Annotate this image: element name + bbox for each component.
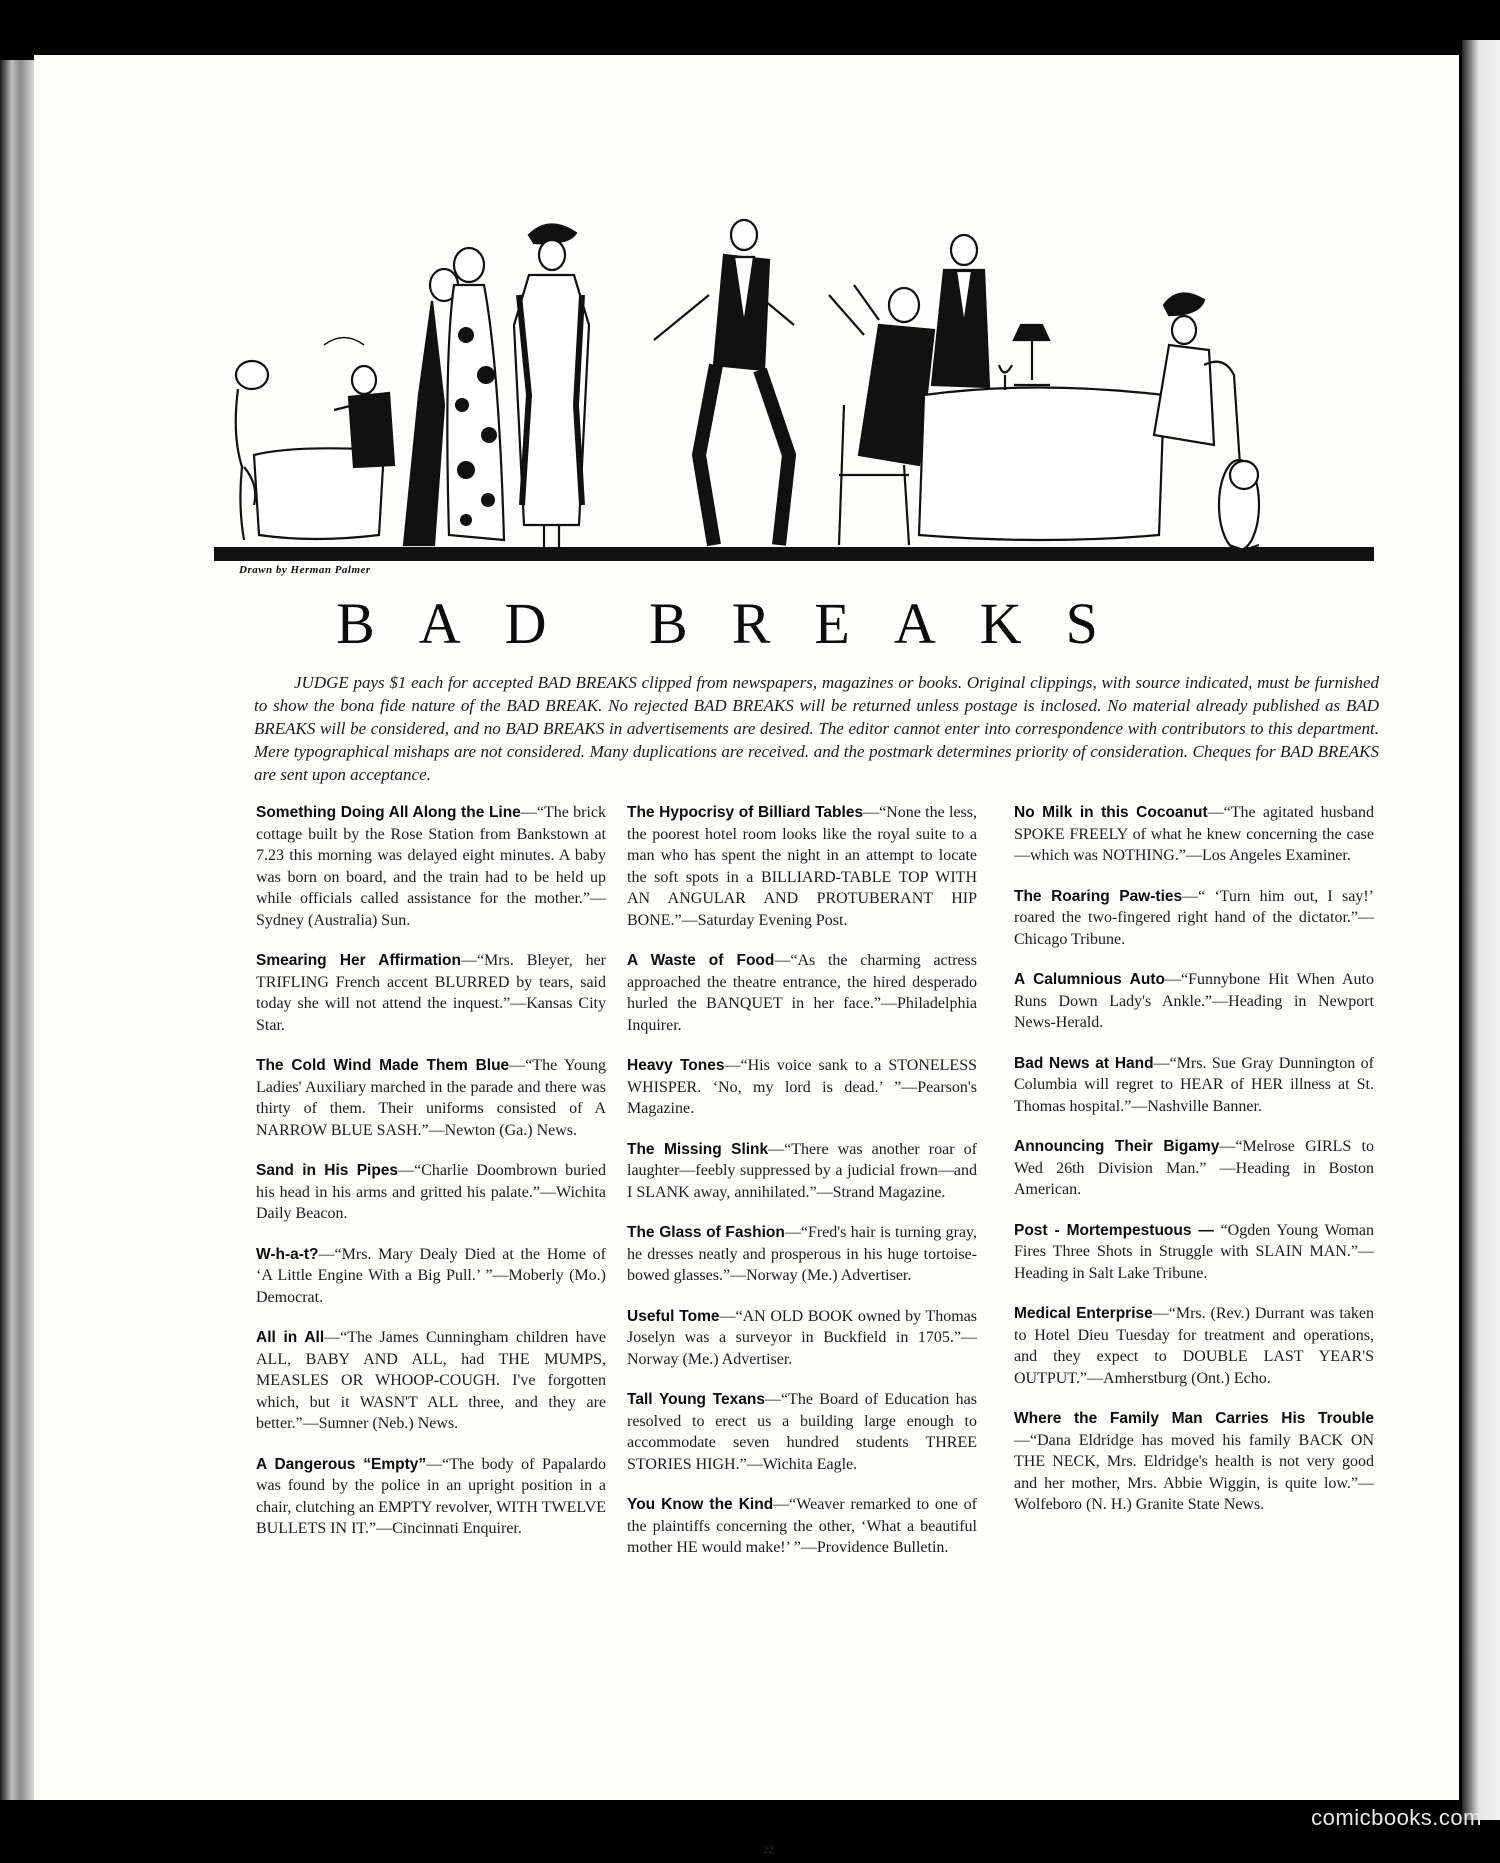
illustration-credit: Drawn by Herman Palmer (239, 564, 371, 576)
list-item (1014, 1053, 1374, 1118)
magazine-page (34, 55, 1459, 1800)
item-heading: Heavy Tones (627, 1057, 725, 1074)
item-heading: A Waste of Food (627, 952, 775, 969)
list-item (256, 950, 606, 1036)
page-title: BAD BREAKS (336, 591, 1142, 656)
item-heading: The Glass of Fashion (627, 1224, 785, 1241)
list-item (1014, 1136, 1374, 1201)
item-text: —“AN OLD BOOK owned by Thomas Joselyn was a surveyor in Buckfield in 1705.”—Norway (Me.) Advertiser. (627, 1307, 977, 1368)
list-item (627, 802, 977, 931)
list-item (627, 1055, 977, 1120)
item-heading: Announcing Their Bigamy (1014, 1138, 1220, 1155)
item-text: —“His voice sank to a STONELESS WHISPER. ‘No, my lord is dead.’ ”—Pearson's Magazine. (627, 1057, 977, 1117)
item-heading: Something Doing All Along the Line (256, 804, 521, 821)
list-item (627, 1139, 977, 1204)
item-heading: You Know the Kind (627, 1496, 774, 1513)
item-text: —“Mrs. Mary Dealy Died at the Home of ‘A Little Engine With a Big Pull.’ ”—Moberly (Mo.) Democrat. (256, 1245, 606, 1306)
item-text: —“Mrs. (Rev.) Durrant was taken to Hotel Dieu Tuesday for treatment and operations, and they expect to DOUBLE LAST YEAR'S OUTPUT.”—Amherstburg (Ont.) Echo. (1014, 1305, 1374, 1387)
column-3 (1014, 802, 1374, 1535)
item-heading: The Cold Wind Made Them Blue (256, 1057, 510, 1074)
restaurant-scene-illustration (204, 205, 1384, 565)
item-heading: No Milk in this Cocoanut (1014, 804, 1208, 821)
item-heading: Useful Tome (627, 1307, 720, 1325)
item-heading: All in All (256, 1329, 325, 1346)
item-heading: W-h-a-t? (256, 1245, 319, 1263)
list-item (256, 1244, 606, 1309)
item-text: —“The body of Papalardo was found by the police in an upright position in a chair, clutching an EMPTY revolver, WITH TWELVE BULLETS IN IT.”—Cincinnati Enquirer. (256, 1455, 606, 1537)
list-item (1014, 1303, 1374, 1389)
item-text: —“Fred's hair is turning gray, he dresses neatly and prosperous in his huge tortoise-bowed glasses.”—Norway (Me.) Advertiser. (627, 1224, 977, 1284)
list-item (627, 1494, 977, 1559)
column-2 (627, 802, 977, 1578)
item-text: —“Mrs. Bleyer, her TRIFLING French accent BLURRED by tears, said today she will not attend the inquest.”—Kansas City Star. (256, 952, 606, 1034)
item-text: —“There was another roar of laughter—feebly suppressed by a judicial frown—and I SLANK away, annihilated.”—Strand Magazine. (627, 1140, 977, 1201)
scan-binding-right (1462, 40, 1500, 1820)
watermark-logo: comicbooks.com (1311, 1805, 1482, 1830)
item-text: —“The brick cottage built by the Rose Station from Bankstown at 7.23 this morning was delayed eight minutes. A baby was born on board, and the train had to be held up while officials called assistance for the mother.”—Sydney (Australia) Sun. (256, 804, 606, 929)
intro-paragraph: JUDGE pays $1 each for accepted BAD BREAKS clipped from newspapers, magazines or books. Original clippings, with source indicated, must be furnished to show the bona fide nature of the BAD BREAK. No rejected BAD BREAKS will be returned unless postage is inclosed. No material already published as BAD BREAKS will be considered, and no BAD BREAKS in advertisements are desired. The editor cannot enter into correspondence with contributors to this department. Mere typographical mishaps are not considered. Many duplications are received. and the postmark determines priority of consideration. Cheques for BAD BREAKS are sent upon acceptance. (254, 673, 1379, 784)
item-text: —“As the charming actress approached the theatre entrance, the hired desperado hurled the BANQUET in her face.”—Philadelphia Inquirer. (627, 952, 977, 1034)
list-item (256, 1454, 606, 1540)
item-text: —“Dana Eldridge has moved his family BACK ON THE NECK, Mrs. Eldridge's health is not very good and her mother, Mrs. Abbie Wiggin, is quite low.”—Wolfeboro (N. H.) Granite State News. (1014, 1431, 1374, 1513)
list-item (256, 1055, 606, 1141)
scan-binding-left (0, 60, 34, 1800)
list-item (1014, 1220, 1374, 1285)
item-text: —“Melrose GIRLS to Wed 26th Division Man.” —Heading in Boston American. (1014, 1138, 1374, 1198)
item-text: “Ogden Young Woman Fires Three Shots in Struggle with SLAIN MAN.”—Heading in Salt Lake Tribune. (1014, 1221, 1374, 1282)
item-heading: Bad News at Hand (1014, 1054, 1154, 1072)
list-item (1014, 802, 1374, 867)
item-heading: The Hypocrisy of Billiard Tables (627, 804, 864, 821)
item-heading: A Dangerous “Empty” (256, 1455, 427, 1473)
list-item (256, 1327, 606, 1435)
list-item (1014, 886, 1374, 951)
item-heading: Smearing Her Affirmation (256, 952, 461, 969)
list-item (1014, 1408, 1374, 1516)
item-text: —“Mrs. Sue Gray Dunnington of Columbia will regret to HEAR of HER illness at St. Thomas hospital.”—Nashville Banner. (1014, 1054, 1375, 1115)
item-text: —“The James Cunningham children have ALL, BABY AND ALL, had THE MUMPS, MEASLES OR WHOOP-COUGH. I've forgotten which, but it WASN'T ALL three, and they are better.”—Sumner (Neb.) News. (256, 1329, 606, 1432)
item-heading: The Roaring Paw-ties (1014, 887, 1183, 905)
column-1 (256, 802, 606, 1559)
item-heading: Medical Enterprise (1014, 1305, 1153, 1322)
item-text: —“Charlie Doombrown buried his head in his arms and gritted his palate.”—Wichita Daily Beacon. (256, 1162, 607, 1222)
list-item (256, 802, 606, 931)
item-text: —“ ‘Turn him out, I say!’ roared the two-fingered right hand of the dictator.”—Chicago Tribune. (1014, 887, 1374, 948)
list-item (627, 1306, 977, 1371)
item-text: —“The agitated husband SPOKE FREELY of what he knew concerning the case—which was NOTHING.”—Los Angeles Examiner. (1014, 804, 1374, 864)
item-text: —“Weaver remarked to one of the plaintiffs concerning the other, ‘What a beautiful mother HE would make!’ ”—Providence Bulletin. (627, 1496, 977, 1556)
list-item (256, 1160, 606, 1225)
item-heading: Tall Young Texans (627, 1391, 765, 1408)
item-text: —“None the less, the poorest hotel room looks like the royal suite to a man who has spent the night in an attempt to locate the soft spots in a BILLIARD-TABLE TOP WITH AN ANGULAR AND PROTUBERANT HIP BONE.”—Saturday Evening Post. (627, 804, 977, 929)
list-item (1014, 969, 1374, 1034)
list-item (627, 1389, 977, 1475)
item-heading: Post - Mortempestuous — (1014, 1221, 1214, 1239)
item-text: —“The Board of Education has resolved to erect us a building large enough to accommodate seven hundred students THREE STORIES HIGH.”—Wichita Eagle. (627, 1391, 977, 1473)
item-heading: Where the Family Man Carries His Trouble (1014, 1410, 1374, 1427)
item-heading: A Calumnious Auto (1014, 971, 1165, 988)
list-item (627, 950, 977, 1036)
page-number: 22 (763, 1844, 774, 1856)
list-item (627, 1222, 977, 1287)
item-text: —“The Young Ladies' Auxiliary marched in the parade and there was thirty of them. Their uniforms consisted of A NARROW BLUE SASH.”—Newton (Ga.) News. (256, 1057, 606, 1139)
item-text: —“Funnybone Hit When Auto Runs Down Lady's Ankle.”—Heading in Newport News-Herald. (1014, 971, 1375, 1031)
item-heading: The Missing Slink (627, 1140, 769, 1158)
item-heading: Sand in His Pipes (256, 1162, 399, 1179)
